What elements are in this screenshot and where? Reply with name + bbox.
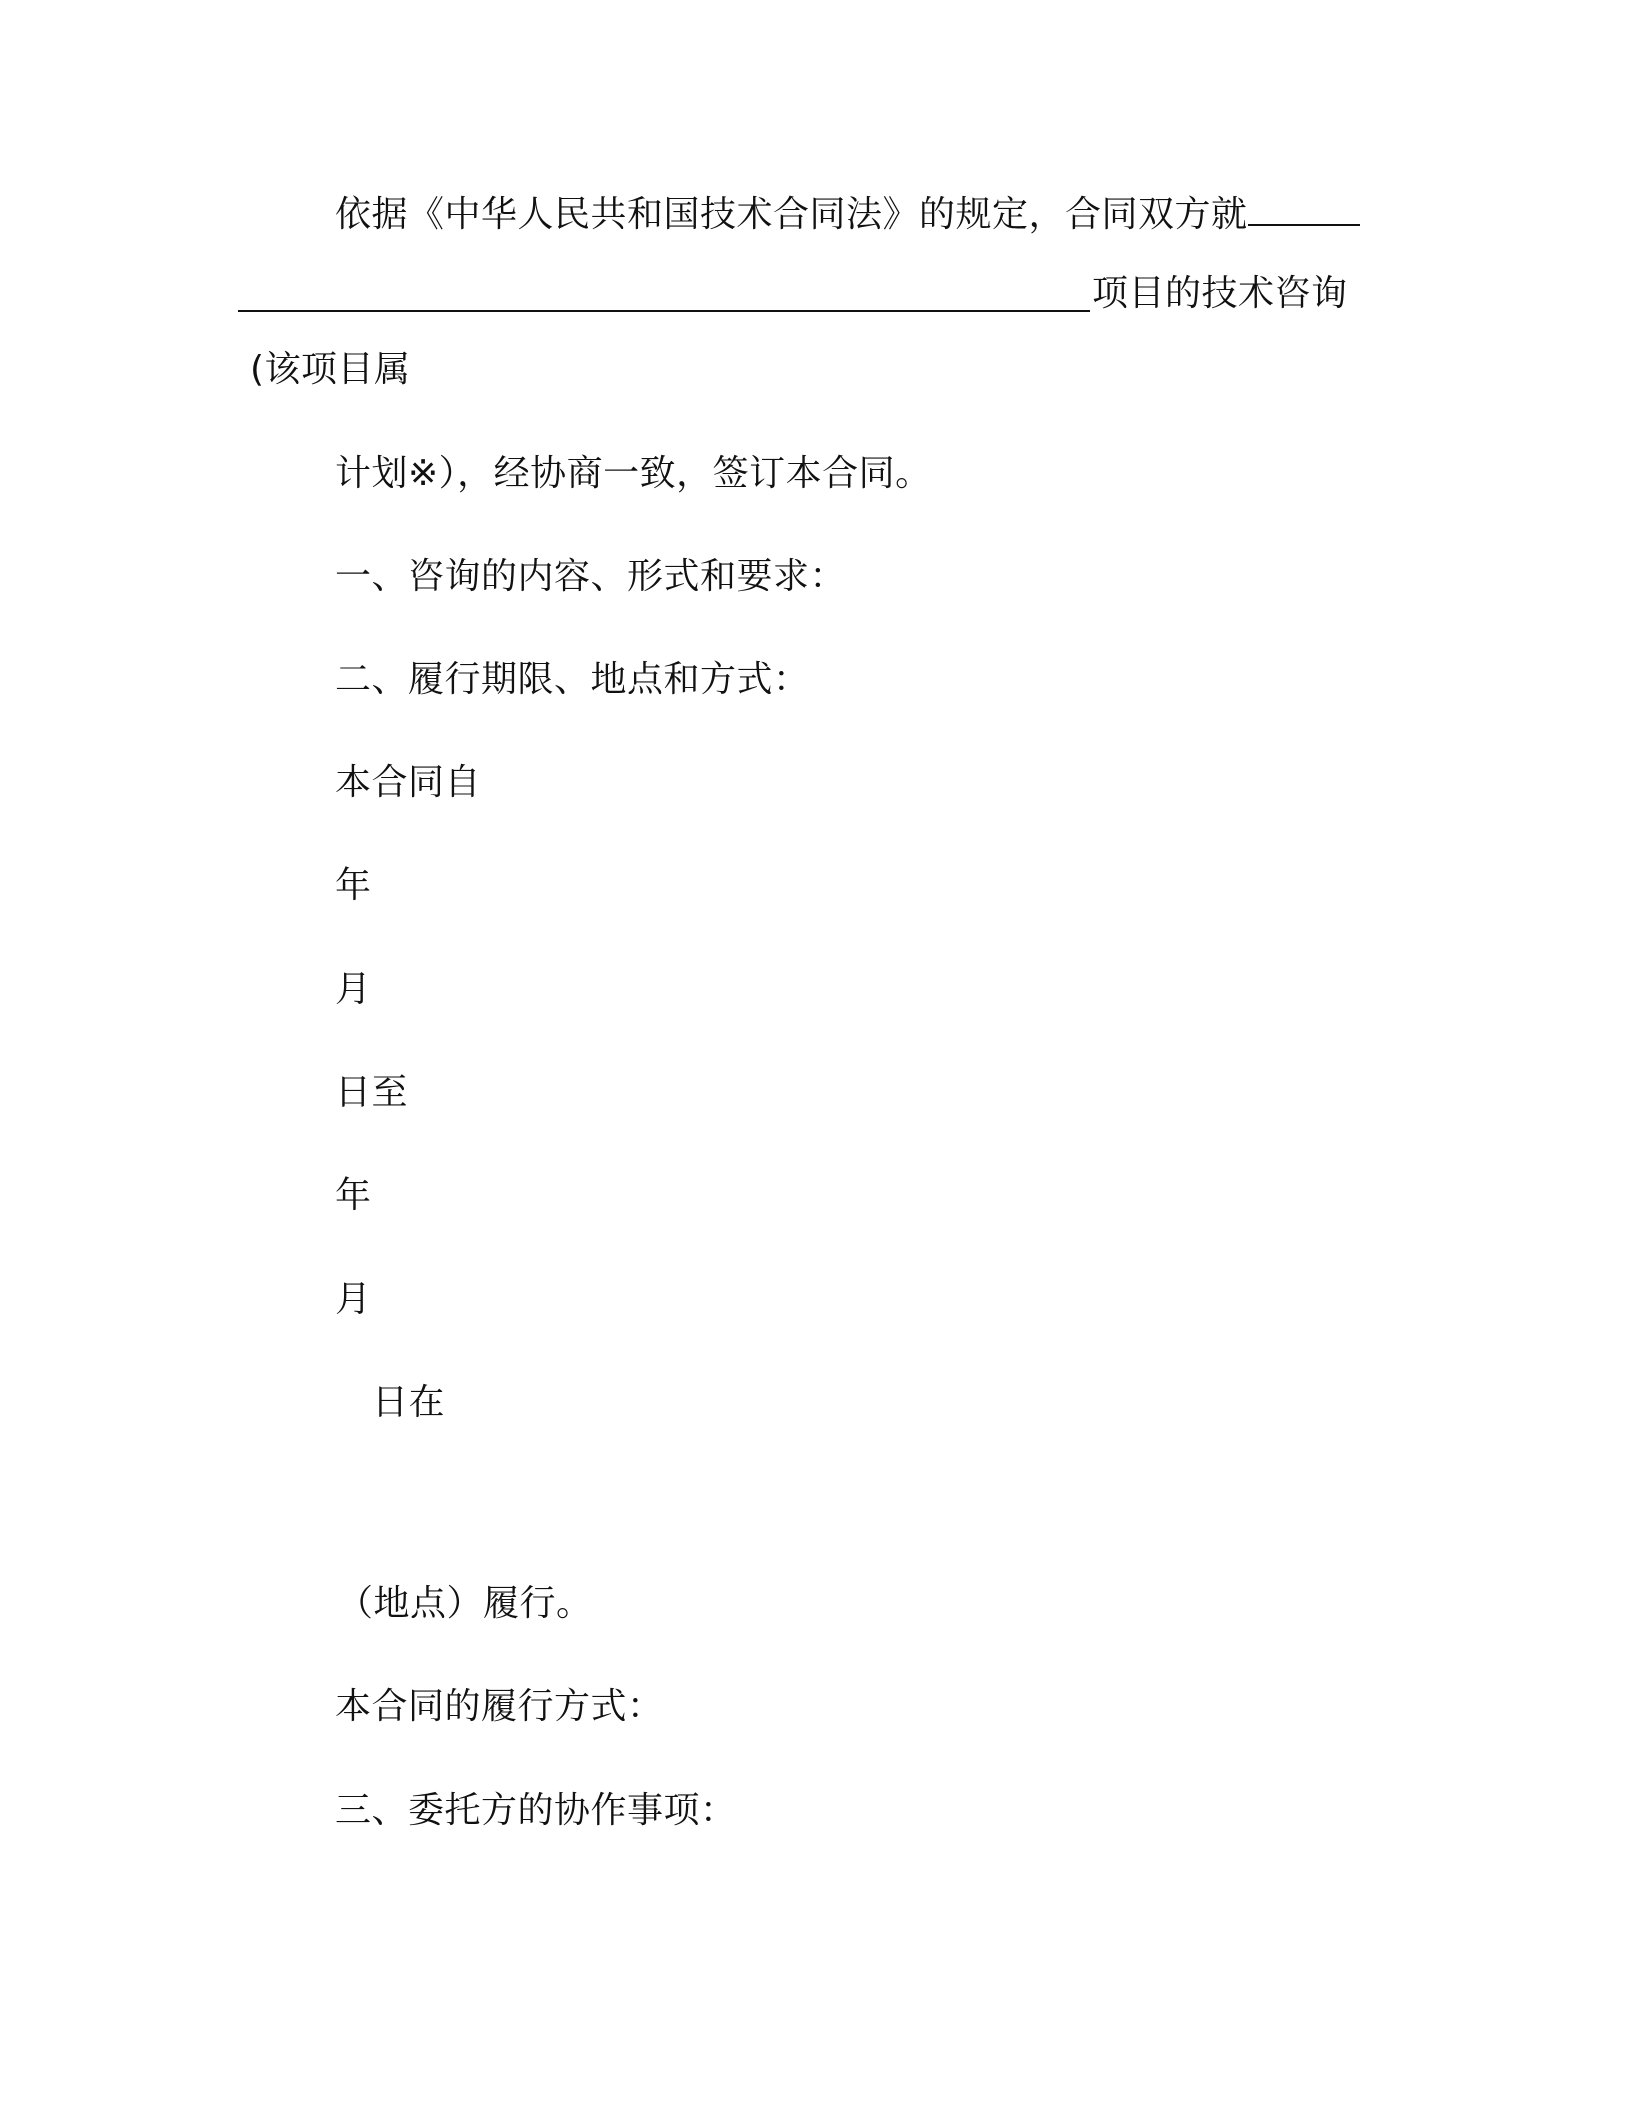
section-2-title: 二、履行期限、地点和方式： bbox=[335, 659, 810, 700]
intro-text-line1: 依据《中华人民共和国技术合同法》的规定，合同双方就 bbox=[335, 194, 1248, 235]
intro-paragraph-line1 bbox=[335, 190, 1360, 239]
end-day-label: 日在 bbox=[372, 1382, 446, 1423]
intro-paragraph-line3 bbox=[250, 346, 411, 394]
performance-method-label: 本合同的履行方式： bbox=[335, 1686, 664, 1727]
intro-paragraph-line4 bbox=[335, 450, 932, 498]
intro-paragraph-line2 bbox=[1092, 270, 1348, 318]
project-name-blank-1[interactable] bbox=[1248, 190, 1360, 226]
intro-text-line2: 项目的技术咨询 bbox=[1092, 273, 1348, 314]
section-1-title: 一、咨询的内容、形式和要求： bbox=[335, 556, 847, 597]
end-month-label: 月 bbox=[335, 1279, 372, 1320]
end-year-label: 年 bbox=[335, 1175, 372, 1216]
term-start-label: 本合同自 bbox=[335, 762, 482, 803]
start-year-label: 年 bbox=[335, 865, 372, 906]
project-name-blank-2[interactable] bbox=[238, 310, 1090, 312]
intro-text-line3: (该项目属 bbox=[250, 349, 411, 390]
location-label: （地点）履行。 bbox=[337, 1583, 593, 1624]
start-day-label: 日至 bbox=[335, 1072, 409, 1113]
start-month-label: 月 bbox=[335, 969, 372, 1010]
intro-text-line4: 计划※），经协商一致，签订本合同。 bbox=[335, 453, 932, 494]
section-3-title: 三、委托方的协作事项： bbox=[335, 1790, 737, 1831]
